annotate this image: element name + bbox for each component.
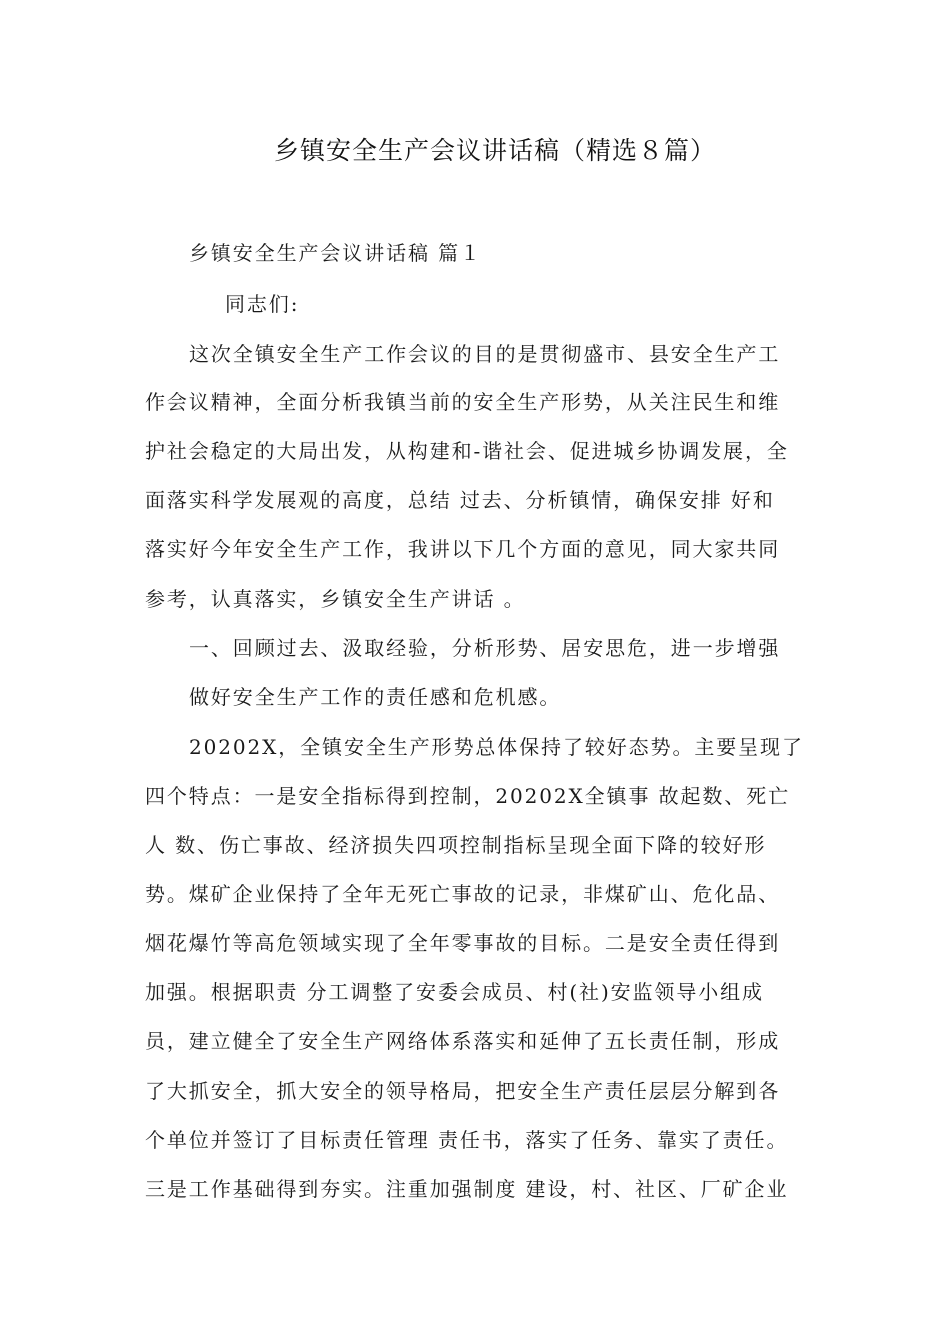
section-heading: 乡镇安全生产会议讲话稿 篇１	[189, 241, 482, 265]
paragraph-line: 参考，认真落实，乡镇安全生产讲话 。	[145, 587, 526, 611]
paragraph-line: 员，建立健全了安全生产网络体系落实和延伸了五长责任制，形成	[145, 1029, 781, 1053]
document-title: 乡镇安全生产会议讲话稿（精选８篇）	[273, 136, 716, 165]
paragraph-line: 面落实科学发展观的高度，总结 过去、分析镇情，确保安排 好和	[145, 488, 775, 512]
paragraph-line: 势。煤矿企业保持了全年无死亡事故的记录，非煤矿山、危化品、	[145, 882, 781, 906]
paragraph-line: 了大抓安全，抓大安全的领导格局，把安全生产责任层层分解到各	[145, 1079, 781, 1103]
paragraph-line: 这次全镇安全生产工作会议的目的是贯彻盛市、县安全生产工	[189, 342, 781, 366]
paragraph-line: 烟花爆竹等高危领域实现了全年零事故的目标。二是安全责任得到	[145, 931, 781, 955]
paragraph-line: 护社会稳定的大局出发，从构建和-谐社会、促进城乡协调发展，全	[145, 439, 789, 463]
paragraph-line: 作会议精神，全面分析我镇当前的安全生产形势，从关注民生和维	[145, 390, 781, 414]
paragraph-line: 三是工作基础得到夯实。注重加强制度 建设，村、社区、厂矿企业	[145, 1177, 789, 1201]
paragraph-line: 加强。根据职责 分工调整了安委会成员、村(社)安监领导小组成	[145, 980, 764, 1004]
salutation: 同志们:	[225, 292, 300, 316]
paragraph-line: 四个特点：一是安全指标得到控制，20202X全镇事 故起数、死亡	[145, 784, 791, 808]
paragraph-line: 20202X，全镇安全生产形势总体保持了较好态势。主要呈现了	[189, 735, 804, 759]
paragraph-line: 人 数、伤亡事故、经济损失四项控制指标呈现全面下降的较好形	[145, 833, 767, 857]
section-heading-line: 一、回顾过去、汲取经验，分析形势、居安思危，进一步增强	[189, 636, 781, 660]
section-heading-line: 做好安全生产工作的责任感和危机感。	[189, 685, 562, 709]
paragraph-line: 落实好今年安全生产工作，我讲以下几个方面的意见，同大家共同	[145, 537, 781, 561]
paragraph-line: 个单位并签订了目标责任管理 责任书，落实了任务、靠实了责任。	[145, 1128, 789, 1152]
